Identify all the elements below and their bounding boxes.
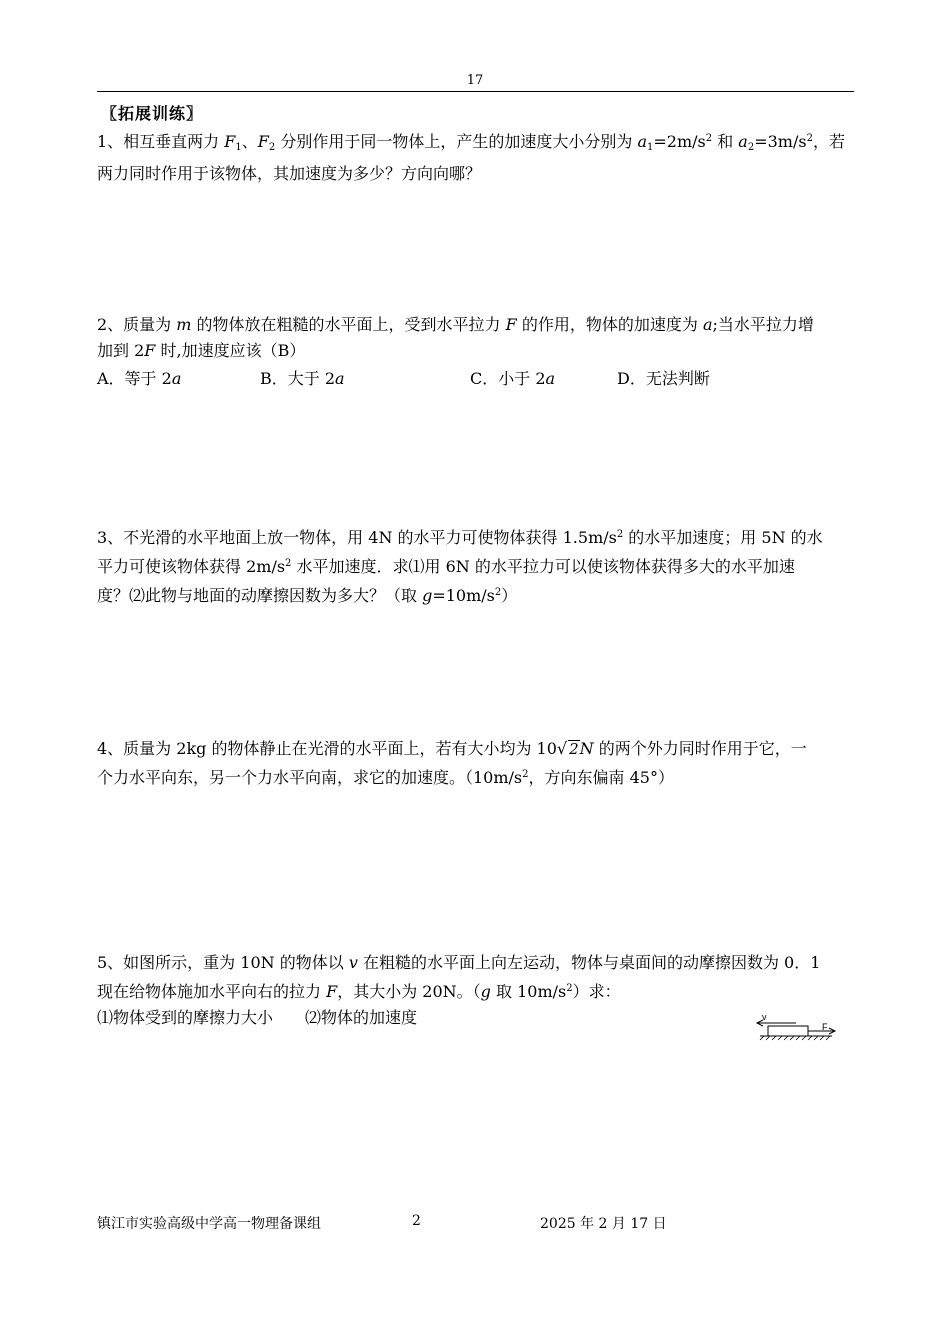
q5-line-2: 现在给物体施加水平向右的拉力 F，其大小为 20N。（g 取 $10m/s^2$）求：	[97, 982, 621, 1001]
force-label: F	[822, 1022, 828, 1032]
footer-page: 2	[412, 1213, 421, 1229]
q2-option-d: D．无法判断	[617, 369, 710, 388]
block-diagram	[752, 1012, 842, 1048]
q2-line-2: 加到 2F 时,加速度应该（B）	[97, 341, 306, 360]
ground-hatch	[760, 1036, 830, 1040]
velocity-label: v	[762, 1012, 767, 1022]
q4-line-2: 个力水平向东，另一个力水平向南，求它的加速度。（$10m/s^2$，方向东偏南 45°）	[97, 768, 674, 787]
q5-line-3: ⑴物体受到的摩擦力大小 ⑵物体的加速度	[97, 1008, 418, 1027]
question-3	[97, 522, 857, 609]
q3-line-3: 度？⑵此物与地面的动摩擦因数为多大？（取 $g=10m/s^2$）	[97, 586, 518, 605]
q2-option-a: A．等于 2a	[97, 369, 182, 388]
section-title: 〖拓展训练〗	[101, 104, 204, 123]
question-4	[97, 736, 857, 791]
q5-line-1: 5、如图所示，重为 10N 的物体以 v 在粗糙的水平面上向左运动，物体与桌面间的动摩擦因数为 0．1	[97, 953, 821, 972]
footer-school: 镇江市实验高级中学高一物理备课组	[97, 1216, 321, 1232]
page-number: 17	[466, 73, 484, 88]
question-1	[97, 126, 857, 187]
question-2	[97, 312, 857, 364]
block	[768, 1026, 808, 1036]
header-rule	[97, 91, 854, 92]
q2-option-b: B．大于 2a	[260, 369, 345, 388]
q4-line-1: 4、质量为 2kg 的物体静止在光滑的水平面上，若有大小均为 10√ 2N 的两个外力同时作用于它，一	[97, 739, 807, 758]
q2-line-1: 2、质量为 m 的物体放在粗糙的水平面上，受到水平拉力 F 的作用，物体的加速度为 a;当水平拉力增	[97, 315, 814, 334]
q3-line-2: 平力可使该物体获得 $2m/s^2$ 水平加速度．求⑴用 6N 的水平拉力可以使该物体获得多大的水平加速	[97, 557, 795, 576]
q1-line-1: 1、相互垂直两力 $F_1$、$F_2$ 分别作用于同一物体上，产生的加速度大小分别为 $a_1=2m/s^2$ 和 $a_2=3m/s^2$，若	[97, 132, 845, 153]
sqrt-radicand: 2	[569, 740, 579, 758]
question-5	[97, 950, 857, 1031]
q1-line-2: 两力同时作用于该物体，其加速度为多少？方向向哪？	[97, 164, 482, 183]
q3-line-1: 3、不光滑的水平地面上放一物体，用 4N 的水平力可使物体获得 $1.5m/s^2$ 的水平加速度；用 5N 的水	[97, 528, 823, 547]
q2-option-c: C．小于 2a	[470, 369, 556, 388]
footer-date: 2025 年 2 月 17 日	[540, 1216, 667, 1232]
